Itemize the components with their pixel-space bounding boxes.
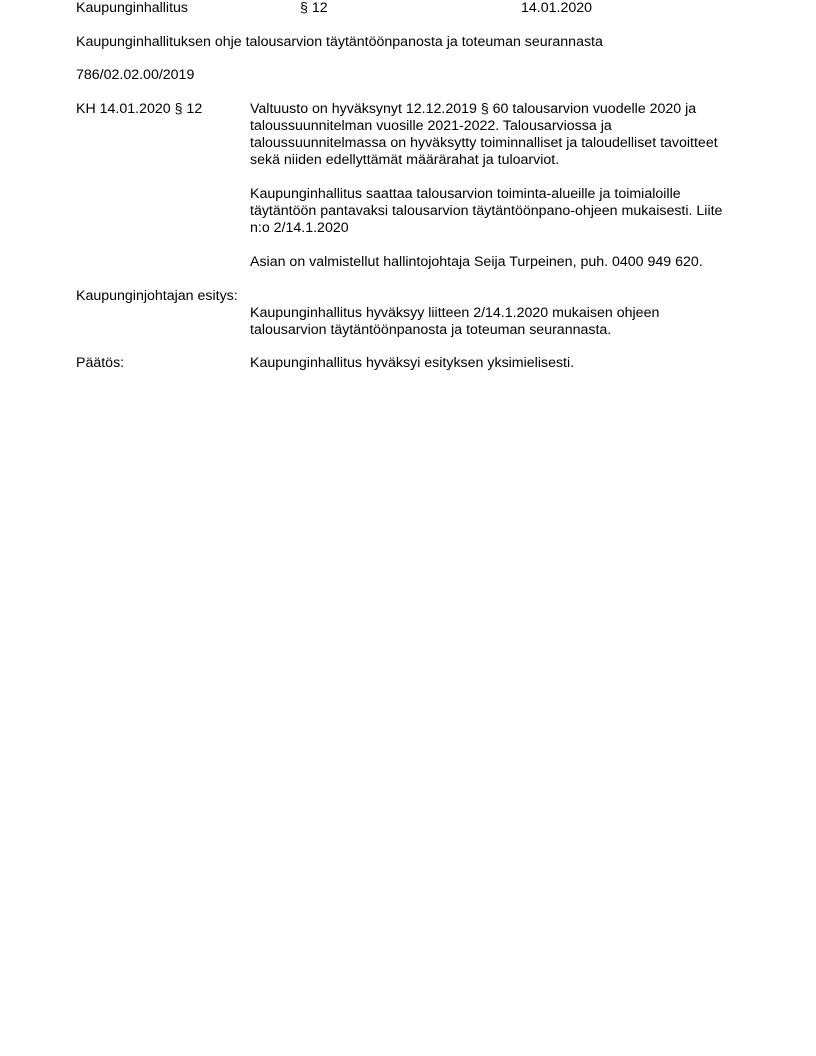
header-organ: Kaupunginhallitus bbox=[76, 0, 189, 16]
decision-label: Päätös: bbox=[76, 355, 125, 371]
history-paragraph-2: Kaupunginhallitus saattaa talousarvion toiminta-alueille ja toimialoille täytäntöön pantavaksi talousarvion täytäntöönpano-ohjeen mukaisesti. Liite n:o 2/14.1.2020 bbox=[250, 186, 723, 236]
proposal-label: Kaupunginjohtajan esitys: bbox=[76, 288, 238, 304]
decision-text: Kaupunginhallitus hyväksyi esityksen yksimielisesti. bbox=[250, 355, 575, 371]
document-title: Kaupunginhallituksen ohje talousarvion täytäntöönpanosta ja toteuman seurannasta bbox=[76, 34, 603, 50]
history-label: KH 14.01.2020 § 12 bbox=[76, 101, 203, 117]
header-date: 14.01.2020 bbox=[521, 0, 593, 16]
proposal-text: Kaupunginhallitus hyväksyy liitteen 2/14.1.2020 mukaisen ohjeen talousarvion täytäntöönpanosta ja toteuman seurannasta. bbox=[250, 305, 660, 338]
history-paragraph-1: Valtuusto on hyväksynyt 12.12.2019 § 60 talousarvion vuodelle 2020 ja taloussuunnitelman vuosille 2021-2022. Talousarviossa ja taloussuunnitelmassa on hyväksytty toiminnalliset ja taloudelliset tavoitteet sekä niiden edellyttämät määrärahat ja tuloarviot. bbox=[250, 101, 718, 168]
diary-number: 786/02.02.00/2019 bbox=[76, 67, 195, 83]
history-paragraph-3: Asian on valmistellut hallintojohtaja Seija Turpeinen, puh. 0400 949 620. bbox=[250, 254, 703, 270]
header-section: § 12 bbox=[300, 0, 328, 16]
